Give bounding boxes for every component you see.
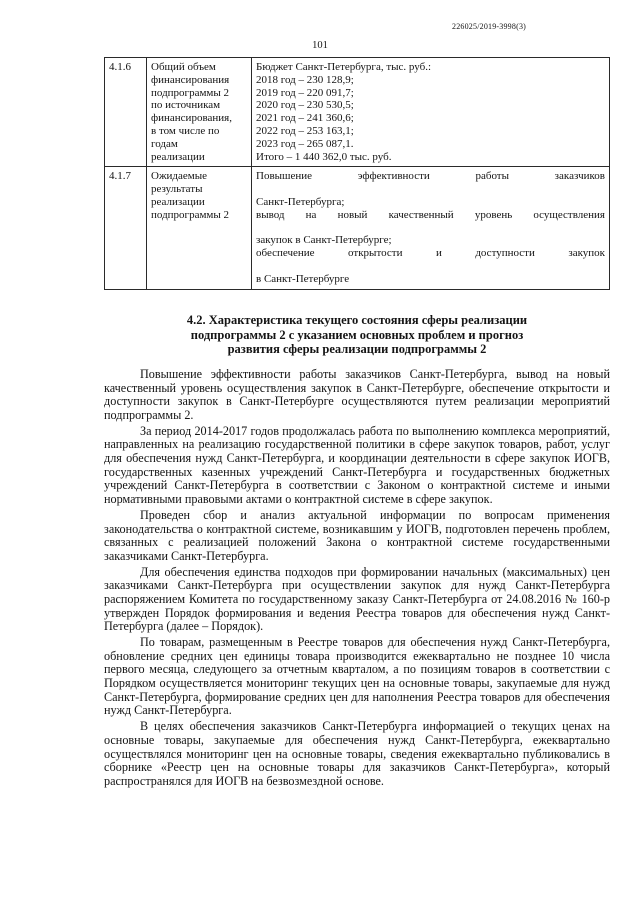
row-value-line: обеспечение открытости и доступности закупок [256,247,605,260]
row-name-line: годам [151,137,178,150]
row-name-line: финансирования [151,73,230,86]
section-heading-line: 4.2. Характеристика текущего состояния сферы реализации [186,313,528,327]
row-name-line: Общий объем [151,61,216,73]
row-value-line: Повышение эффективности работы заказчиков [256,170,605,183]
row-value-line: в Санкт-Петербурге [256,272,350,285]
row-value-cell [252,167,610,289]
paragraph: Проведен сбор и анализ актуальной информации по вопросам применения законодательства о контрактной системе, возникавшим у ИОГВ, подготовлен перечень проблем, связанных с реализацией положений Закона о контрактной системе государственными заказчиками Санкт-Петербурга. [104,507,610,563]
paragraph: По товарам, размещенным в Реестре товаров для обеспечения нужд Санкт-Петербурга, обновление средних цен единицы товара производится ежеквартально не позднее 10 числа первого месяца, следующего за отчетным кварталом, а по позициям товаров в соответствии с Порядком осуществляется мониторинг текущих цен на основные товары, закупаемые для нужд Санкт-Петербурга, формирование средних цен для наполнения Реестра товаров для обеспечения нужд Санкт-Петербурга. [104,635,610,718]
table-row [105,58,610,167]
row-value-line: 2022 год – 253 163,1; [256,124,354,137]
row-value-line: вывод на новый качественный уровень осуществления [256,208,605,221]
row-name-line: подпрограммы 2 [151,86,230,99]
row-number: 4.1.6 [105,58,147,167]
row-value-line: закупок в Санкт-Петербурге; [256,234,392,247]
section-heading [104,313,610,357]
row-value-line: Бюджет Санкт-Петербурга, тыс. руб.: [256,61,432,73]
row-name-line: реализации [151,195,205,208]
section-heading-line: развития сферы реализации подпрограммы 2 [227,342,487,356]
row-value-line: Итого – 1 440 362,0 тыс. руб. [256,150,392,163]
table-row [105,167,610,289]
document-registration-number: 226025/2019-3998(3) [452,22,527,31]
row-value-cell [252,58,610,167]
paragraph: Для обеспечения единства подходов при формировании начальных (максимальных) цен заказчиками Санкт-Петербурга при осуществлении закупок для нужд Санкт-Петербурга распоряжением Комитета по государственному заказу Санкт-Петербурга от 24.08.2016 № 160-р утвержден Порядок формирования и ведения Реестра товаров для обеспечения нужд Санкт-Петербурга (далее – Порядок). [104,564,610,634]
section-body [104,368,610,791]
row-name-cell [147,58,252,167]
paragraph: В целях обеспечения заказчиков Санкт-Петербурга информацией о текущих ценах на основные товары, закупаемые для обеспечения нужд Санкт-Петербурга, ежеквартально осуществлялся мониторинг цен на основные товары, сведения ежеквартально публиковались в сборнике «Реестр цен на основные товары для заказчиков Санкт-Петербурга», который распространялся для ИОГВ на безвозмездной основе. [104,719,610,788]
row-value-line: Санкт-Петербурга; [256,195,345,208]
row-value-line: 2019 год – 220 091,7; [256,86,354,99]
row-value-line: 2020 год – 230 530,5; [256,99,354,112]
row-value-line: 2023 год – 265 087,1. [256,137,354,150]
subprogram-passport-table [104,57,610,290]
row-name-line: финансирования, [151,112,232,125]
row-name-line: реализации [151,150,205,163]
row-name-cell [147,167,252,289]
row-name-line: в том числе по [151,124,220,137]
paragraph: Повышение эффективности работы заказчиков Санкт-Петербурга, вывод на новый качественный уровень осуществления закупок в Санкт-Петербурге, обеспечение открытости и доступности закупок в Санкт-Петербурге осуществляются путем реализации мероприятий подпрограммы 2. [104,367,610,422]
row-name-line: подпрограммы 2 [151,208,230,221]
row-number: 4.1.7 [105,167,147,289]
page-number: 101 [312,40,328,51]
paragraph: За период 2014-2017 годов продолжалась работа по выполнению комплекса мероприятий, направленных на реализацию государственной политики в сфере закупок товаров, работ, услуг для обеспечения нужд Санкт-Петербурга, и координации деятельности в сфере закупок ИОГВ, государственных казенных учреждений Санкт-Петербурга и государственных бюджетных учреждений Санкт-Петербурга в соответствии с Законом о контрактной системе и иными нормативными правовыми актами о контрактной системе в сфере закупок. [104,423,610,506]
row-name-line: по источникам [151,99,221,112]
row-name-line: Ожидаемые [151,170,208,183]
row-value-line: 2018 год – 230 128,9; [256,73,354,86]
section-heading-line: подпрограммы 2 с указанием основных проблем и прогноз [190,327,524,342]
row-value-line: 2021 год – 241 360,6; [256,112,354,125]
row-name-line: результаты [151,183,203,196]
